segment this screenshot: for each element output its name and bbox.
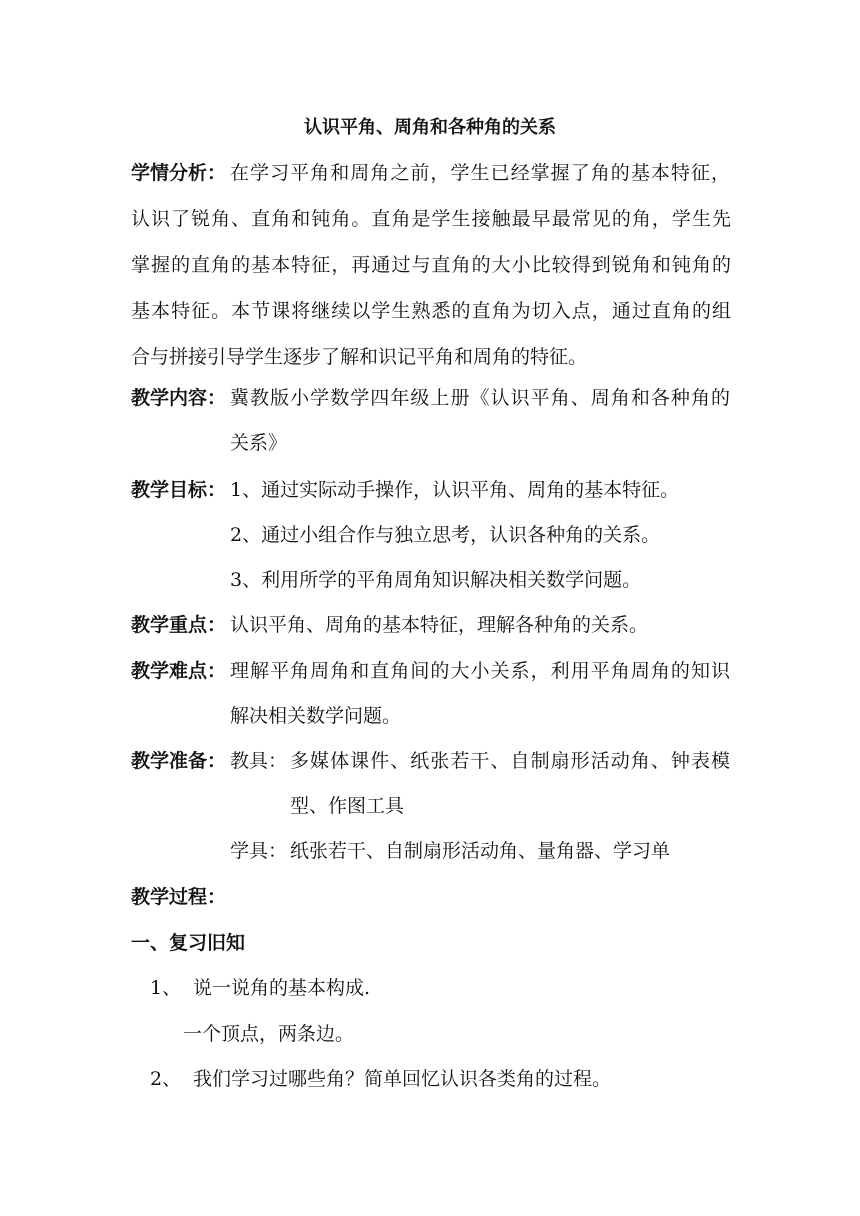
key-text: 认识平角、周角的基本特征，理解各种角的关系。 xyxy=(230,614,649,636)
question-2-text: 我们学习过哪些角？简单回忆认识各类角的过程。 xyxy=(193,1068,612,1090)
analysis-line-3: 掌握的直角的基本特征，再通过与直角的大小比较得到锐角和钝角的 xyxy=(131,254,731,276)
question-1-number: 1、 xyxy=(150,977,182,999)
difficulty-line-1: 理解平角周角和直角间的大小关系，利用平角周角的知识 xyxy=(230,660,730,682)
analysis-line-2: 认识了锐角、直角和钝角。直角是学生接触最早最常见的角，学生先 xyxy=(131,208,731,230)
page-title: 认识平角、周角和各种角的关系 xyxy=(304,117,556,138)
analysis-line-5: 合与拼接引导学生逐步了解和识记平角和周角的特征。 xyxy=(131,346,588,368)
goal-item-3: 3、利用所学的平角周角知识解决相关数学问题。 xyxy=(230,569,642,591)
analysis-line-4: 基本特征。本节课将继续以学生熟悉的直角为切入点，通过直角的组 xyxy=(131,300,731,322)
process-label: 教学过程： xyxy=(131,886,227,908)
prep-teacher-label: 教具： xyxy=(230,750,288,772)
section-heading: 一、复习旧知 xyxy=(131,932,246,954)
content-line-1: 冀教版小学数学四年级上册《认识平角、周角和各种角的 xyxy=(230,387,730,409)
prep-student-label: 学具： xyxy=(230,840,288,862)
question-2-number: 2、 xyxy=(150,1068,182,1090)
difficulty-label: 教学难点： xyxy=(131,660,227,682)
goals-label: 教学目标： xyxy=(131,479,227,501)
goal-item-2: 2、通过小组合作与独立思考，认识各种角的关系。 xyxy=(230,524,661,546)
key-label: 教学重点： xyxy=(131,614,227,636)
question-1-text: 说一说角的基本构成. xyxy=(193,977,371,999)
goal-item-1: 1、通过实际动手操作，认识平角、周角的基本特征。 xyxy=(230,479,680,501)
prep-student-text: 纸张若干、自制扇形活动角、量角器、学习单 xyxy=(290,840,671,862)
prep-teacher-line-2: 型、作图工具 xyxy=(290,795,405,817)
analysis-label: 学情分析： xyxy=(131,162,227,184)
prep-teacher-line-1: 多媒体课件、纸张若干、自制扇形活动角、钟表模 xyxy=(290,750,730,772)
content-label: 教学内容： xyxy=(131,387,227,409)
prep-label: 教学准备： xyxy=(131,750,227,772)
content-line-2: 关系》 xyxy=(230,432,288,454)
difficulty-line-2: 解决相关数学问题。 xyxy=(230,705,402,727)
analysis-line-1: 在学习平角和周角之前，学生已经掌握了角的基本特征， xyxy=(230,162,730,184)
answer-1-text: 一个顶点，两条边。 xyxy=(183,1023,355,1045)
